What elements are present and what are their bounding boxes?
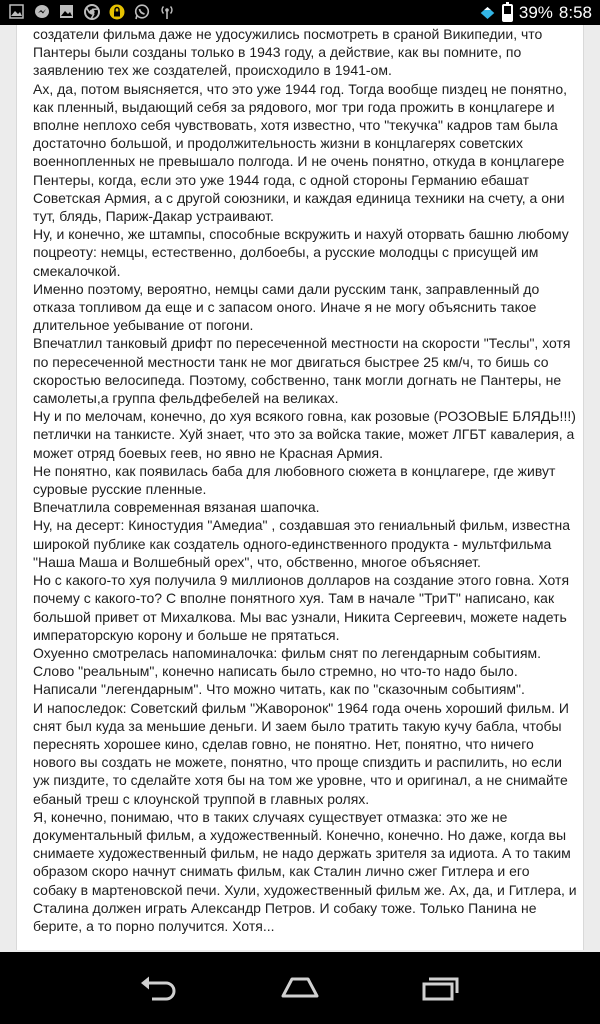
article-paragraph: Ну и по мелочам, конечно, до хуя всякого говна, как розовые (РОЗОВЫЕ БЛЯДЬ!!!) петлички на танкисте. Хуй знает, что это за войска такие, может ЛГБТ кавалерия, а может отряд боевых геев, но явно не Красная Армия. xyxy=(33,408,576,461)
article-paragraph: Ах, да, потом выясняется, что это уже 1944 год. Тогда вообще пиздец не понятно, как пленный, выдающий себя за рядового, мог три года прожить в концлагере и вполне неплохо себя чувствовать, хотя известно, что "текучка" кадров там была достаточно большой, и продолжительность жизни в концлагерях советских военнопленных не превышало полгода. И не очень понятно, откуда в концлагере Пентеры, когда, если это уже 1944 года, с одной стороны Германию ебашат Советская Армия, а с другой союзники, и каждая единица техники на счету, а они тут, блядь, Париж-Дакар устраивают. xyxy=(33,80,568,225)
article-paragraph: Ну, на десерт: Киностудия "Амедиа" , создавшая это гениальный фильм, известна широкой публике как создатель одного-единственного продукта - мультфильма "Наша Маша и Волшебный орех", что, обственно, многое объясняет. xyxy=(33,517,571,570)
whatsapp-icon xyxy=(133,3,150,20)
data-transfer-icon xyxy=(479,4,496,21)
messenger-icon xyxy=(33,3,50,20)
notification-icons xyxy=(8,3,175,20)
photos-icon xyxy=(8,3,25,20)
gallery-icon xyxy=(58,3,75,20)
home-button[interactable] xyxy=(270,964,330,1012)
recent-apps-button[interactable] xyxy=(410,964,470,1012)
article-paragraph: Впечатлила современная вязаная шапочка. xyxy=(33,499,320,516)
system-status xyxy=(479,2,592,23)
lock-icon xyxy=(108,3,125,20)
article-paragraph: Но с какого-то хуя получила 9 миллионов долларов на создание этого говна. Хотя почему с какого-то? С вполне понятного хуя. Там в начале "ТриТ" написано, как большой привет от Михалкова. Мы вас узнали, Никита Сергеевич, можете надеть императорскую корону и больше не прятаться. xyxy=(33,572,570,643)
article-paragraph: Ну, и конечно, же штампы, способные вскружить и нахуй оторвать башню любому поцреоту: немцы, естественно, долбоебы, а русские молодцы с присущей им смекалочкой. xyxy=(33,226,569,279)
navigation-bar xyxy=(0,952,600,1024)
back-button[interactable] xyxy=(128,964,188,1012)
clock: 8:58 xyxy=(558,3,592,22)
home-icon xyxy=(280,976,320,1000)
web-content[interactable] xyxy=(16,25,584,950)
recent-apps-icon xyxy=(420,975,460,1001)
chrome-icon xyxy=(83,3,100,20)
article-paragraph: Впечатлил танковый дрифт по пересеченной местности на скорости "Теслы", хотя по пересеченной местности танк не мог двигаться быстрее 25 км/ч, то бишь со скоростью велосипеда. Поэтому, собственно, танк могли догнать не Пантеры, не самолеты,а группа фельдфебелей на великах. xyxy=(33,335,571,407)
article-paragraph: Именно поэтому, вероятно, немцы сами дали русским танк, заправленный до отказа топливом да еще и с запасом оного. Иначе я не могу объяснить такое длительное уебывание от погони. xyxy=(33,280,540,334)
battery-percent: 39% xyxy=(518,3,553,22)
antenna-icon xyxy=(158,3,175,20)
article-paragraph: создатели фильма даже не удосужились посмотреть в сраной Википедии, что Пантеры были созданы только в 1943 году, а действие, как вы помните, по заявлению тех же создателей, происходило в 1941-ом. xyxy=(33,26,543,79)
status-bar xyxy=(0,0,600,25)
article-paragraph: Не понятно, как появилась баба для любовного сюжета в концлагере, где живут суровые русские пленные. xyxy=(33,462,556,498)
battery-icon xyxy=(502,4,513,22)
article-paragraph: Охуенно смотрелась напоминалочка: фильм снят по легендарным событиям. Слово "реальным", конечно написать было стремно, но что-то надо было. Написали "легендарным". Что можно читать, как по "сказочным событиям". xyxy=(33,644,542,698)
article-paragraph: Я, конечно, понимаю, что в таких случаях существует отмазка: это же не документальный фильм, а художественный. Конечно, конечно. Но даже, когда вы снимаете художественный фильм, не надо держать зрителя за идиота. А то таким образом скоро начнут снимать фильм, как Сталин лично сжег Гитлера и его собаку в мартеновской печи. Хули, художественный фильм же. Ах, да, и Гитлера, и Сталина должен играть Александр Петров. И собаку тоже. Только Панина не берите, а то порно получится. Хотя... xyxy=(33,808,577,934)
article-paragraph: И напоследок: Советский фильм "Жаворонок" 1964 года очень хороший фильм. И снят был куда за меньшие деньги. И заем было тратить такую кучу бабла, чтобы переснять хорошее кино, сделав говно, не понятно. Нет, понятно, что ничего нового вы создать не можете, понятно, что проще спиздить и распилить, но если уж пиздите, то сделайте хотя бы на том же уровне, что и оригинал, а не снимайте ебаный треш с клоунской труппой в главных ролях. xyxy=(33,699,569,807)
article-body xyxy=(17,25,583,935)
back-icon xyxy=(138,975,178,1001)
